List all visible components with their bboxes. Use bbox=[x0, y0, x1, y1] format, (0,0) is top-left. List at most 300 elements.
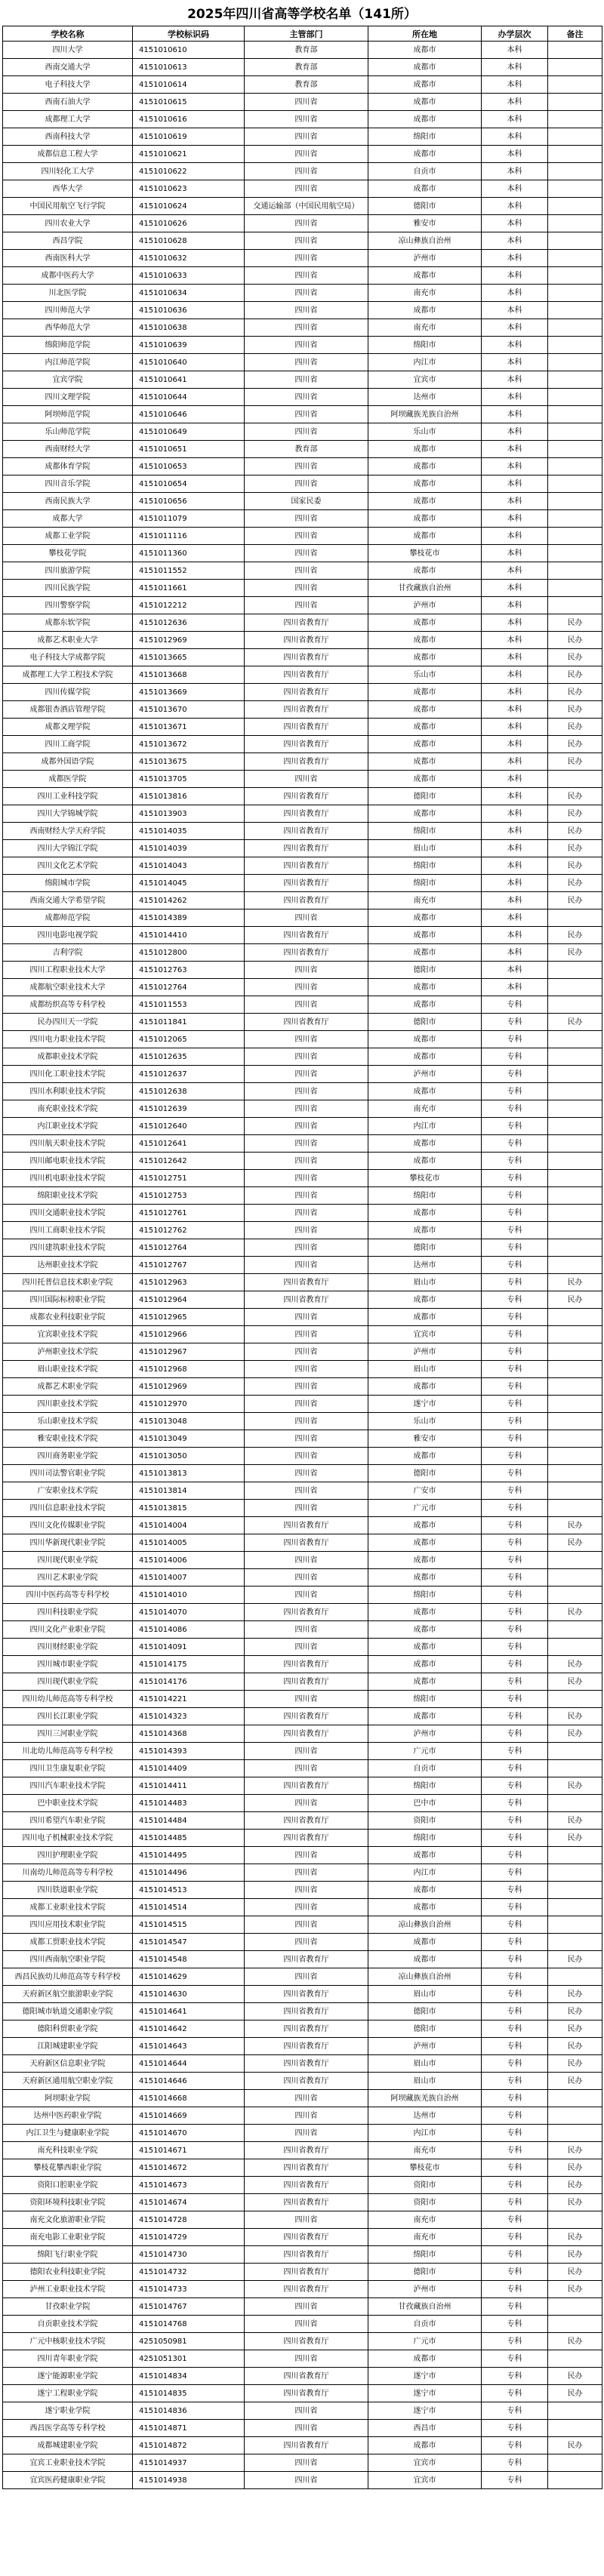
school-list-table bbox=[2, 26, 602, 2489]
cell-location: 成都市 bbox=[368, 475, 482, 493]
cell-level: 本科 bbox=[482, 614, 548, 632]
cell-school-name: 四川城市职业学院 bbox=[3, 1656, 133, 1673]
cell-school-code: 4151012966 bbox=[133, 1326, 245, 1343]
cell-remark: 民办 bbox=[548, 2020, 602, 2038]
cell-authority: 四川省教育厅 bbox=[245, 2142, 368, 2159]
cell-school-code: 4151012751 bbox=[133, 1170, 245, 1187]
cell-school-name: 成都航空职业技术大学 bbox=[3, 979, 133, 996]
cell-level: 本科 bbox=[482, 805, 548, 823]
cell-school-code: 4151014872 bbox=[133, 2437, 245, 2454]
cell-school-name: 四川卫生康复职业学院 bbox=[3, 1760, 133, 1777]
table-row bbox=[3, 371, 602, 389]
cell-location: 成都市 bbox=[368, 979, 482, 996]
cell-school-name: 四川民族学院 bbox=[3, 580, 133, 597]
cell-authority: 四川省 bbox=[245, 1795, 368, 1812]
cell-school-code: 4151014496 bbox=[133, 1864, 245, 1882]
cell-remark: 民办 bbox=[548, 649, 602, 666]
cell-remark bbox=[548, 979, 602, 996]
cell-school-name: 成都理工大学 bbox=[3, 111, 133, 128]
cell-school-code: 4151014495 bbox=[133, 1847, 245, 1864]
cell-level: 本科 bbox=[482, 215, 548, 232]
cell-school-name: 泸州职业技术学院 bbox=[3, 1343, 133, 1361]
cell-remark: 民办 bbox=[548, 1656, 602, 1673]
cell-school-code: 4151014547 bbox=[133, 1934, 245, 1951]
cell-school-name: 四川大学锦城学院 bbox=[3, 805, 133, 823]
cell-authority: 四川省 bbox=[245, 1153, 368, 1170]
cell-school-name: 西华大学 bbox=[3, 180, 133, 198]
cell-school-code: 4151013049 bbox=[133, 1430, 245, 1448]
cell-location: 泸州市 bbox=[368, 2281, 482, 2298]
cell-level: 本科 bbox=[482, 267, 548, 285]
cell-school-code: 4151010633 bbox=[133, 267, 245, 285]
cell-location: 泸州市 bbox=[368, 1343, 482, 1361]
cell-authority: 四川省 bbox=[245, 180, 368, 198]
cell-school-code: 4151014005 bbox=[133, 1534, 245, 1552]
table-row bbox=[3, 59, 602, 76]
table-row bbox=[3, 2229, 602, 2246]
cell-level: 本科 bbox=[482, 545, 548, 562]
cell-remark bbox=[548, 1916, 602, 1934]
cell-authority: 四川省 bbox=[245, 1743, 368, 1760]
table-row bbox=[3, 1951, 602, 1968]
table-row bbox=[3, 2055, 602, 2073]
cell-authority: 四川省 bbox=[245, 510, 368, 528]
cell-school-name: 成都大学 bbox=[3, 510, 133, 528]
cell-school-code: 4151014768 bbox=[133, 2316, 245, 2333]
cell-remark bbox=[548, 59, 602, 76]
cell-location: 内江市 bbox=[368, 1864, 482, 1882]
table-row bbox=[3, 1239, 602, 1257]
cell-school-name: 成都职业技术学院 bbox=[3, 1048, 133, 1066]
cell-level: 本科 bbox=[482, 371, 548, 389]
cell-school-code: 4151012964 bbox=[133, 1291, 245, 1309]
cell-authority: 四川省教育厅 bbox=[245, 1517, 368, 1534]
cell-location: 成都市 bbox=[368, 805, 482, 823]
cell-remark: 民办 bbox=[548, 2281, 602, 2298]
header-school-code: 学校标识码 bbox=[133, 26, 245, 42]
cell-remark bbox=[548, 42, 602, 59]
cell-location: 德阳市 bbox=[368, 2020, 482, 2038]
cell-remark bbox=[548, 1934, 602, 1951]
cell-remark: 民办 bbox=[548, 666, 602, 684]
cell-location: 阿坝藏族羌族自治州 bbox=[368, 2090, 482, 2107]
cell-location: 成都市 bbox=[368, 1534, 482, 1552]
cell-level: 专科 bbox=[482, 1257, 548, 1274]
cell-school-code: 4151014673 bbox=[133, 2177, 245, 2194]
cell-authority: 四川省 bbox=[245, 580, 368, 597]
cell-location: 甘孜藏族自治州 bbox=[368, 580, 482, 597]
table-row bbox=[3, 1986, 602, 2003]
table-row bbox=[3, 1743, 602, 1760]
cell-school-code: 4151012762 bbox=[133, 1222, 245, 1239]
table-row bbox=[3, 2159, 602, 2177]
cell-level: 专科 bbox=[482, 1517, 548, 1534]
cell-level: 本科 bbox=[482, 857, 548, 875]
cell-level: 专科 bbox=[482, 2402, 548, 2420]
cell-location: 成都市 bbox=[368, 1031, 482, 1048]
table-row bbox=[3, 354, 602, 371]
table-row bbox=[3, 2350, 602, 2368]
cell-authority: 四川省教育厅 bbox=[245, 2437, 368, 2454]
cell-school-code: 4151012970 bbox=[133, 1396, 245, 1413]
cell-school-name: 西华师范大学 bbox=[3, 319, 133, 337]
cell-location: 成都市 bbox=[368, 1934, 482, 1951]
cell-level: 本科 bbox=[482, 944, 548, 962]
table-row bbox=[3, 562, 602, 580]
cell-level: 本科 bbox=[482, 840, 548, 857]
cell-level: 本科 bbox=[482, 42, 548, 59]
cell-location: 成都市 bbox=[368, 996, 482, 1014]
cell-location: 成都市 bbox=[368, 1656, 482, 1673]
cell-school-name: 四川航天职业技术学院 bbox=[3, 1135, 133, 1153]
cell-authority: 四川省 bbox=[245, 1899, 368, 1916]
table-row bbox=[3, 1448, 602, 1465]
cell-school-name: 四川轻化工大学 bbox=[3, 163, 133, 180]
cell-authority: 四川省 bbox=[245, 1621, 368, 1639]
cell-authority: 四川省教育厅 bbox=[245, 2194, 368, 2211]
cell-remark bbox=[548, 180, 602, 198]
cell-location: 成都市 bbox=[368, 1309, 482, 1326]
cell-remark: 民办 bbox=[548, 1830, 602, 1847]
cell-school-code: 4151010651 bbox=[133, 441, 245, 458]
table-row bbox=[3, 1378, 602, 1396]
cell-location: 泸州市 bbox=[368, 597, 482, 614]
cell-level: 专科 bbox=[482, 1743, 548, 1760]
cell-school-name: 眉山职业技术学院 bbox=[3, 1361, 133, 1378]
cell-authority: 四川省教育厅 bbox=[245, 892, 368, 909]
cell-location: 绵阳市 bbox=[368, 2246, 482, 2264]
cell-remark bbox=[548, 2125, 602, 2142]
cell-location: 成都市 bbox=[368, 42, 482, 59]
cell-location: 成都市 bbox=[368, 59, 482, 76]
cell-authority: 四川省教育厅 bbox=[245, 2020, 368, 2038]
cell-authority: 四川省 bbox=[245, 1396, 368, 1413]
cell-location: 绵阳市 bbox=[368, 1691, 482, 1708]
cell-remark: 民办 bbox=[548, 701, 602, 719]
cell-school-code: 4151014485 bbox=[133, 1830, 245, 1847]
cell-school-name: 西昌学院 bbox=[3, 232, 133, 250]
cell-remark: 民办 bbox=[548, 857, 602, 875]
cell-authority: 四川省教育厅 bbox=[245, 823, 368, 840]
cell-school-name: 成都银杏酒店管理学院 bbox=[3, 701, 133, 719]
cell-school-name: 四川化工职业技术学院 bbox=[3, 1066, 133, 1083]
cell-school-name: 成都农业科技职业学院 bbox=[3, 1309, 133, 1326]
cell-school-code: 4151010628 bbox=[133, 232, 245, 250]
cell-school-name: 四川华新现代职业学院 bbox=[3, 1534, 133, 1552]
cell-remark bbox=[548, 1118, 602, 1135]
cell-level: 专科 bbox=[482, 1274, 548, 1291]
cell-remark bbox=[548, 319, 602, 337]
cell-school-code: 4151014669 bbox=[133, 2107, 245, 2125]
cell-location: 乐山市 bbox=[368, 666, 482, 684]
cell-school-code: 4151012763 bbox=[133, 962, 245, 979]
cell-school-code: 4151014642 bbox=[133, 2020, 245, 2038]
table-row bbox=[3, 1673, 602, 1691]
cell-remark bbox=[548, 475, 602, 493]
cell-authority: 四川省 bbox=[245, 1031, 368, 1048]
cell-level: 本科 bbox=[482, 146, 548, 163]
table-row bbox=[3, 2281, 602, 2298]
table-row bbox=[3, 1760, 602, 1777]
cell-school-code: 4151014668 bbox=[133, 2090, 245, 2107]
table-row bbox=[3, 2211, 602, 2229]
cell-school-code: 4151014393 bbox=[133, 1743, 245, 1760]
cell-authority: 四川省 bbox=[245, 562, 368, 580]
cell-remark bbox=[548, 1170, 602, 1187]
cell-school-code: 4151014411 bbox=[133, 1777, 245, 1795]
cell-school-code: 4151014836 bbox=[133, 2402, 245, 2420]
cell-school-name: 成都师范学院 bbox=[3, 909, 133, 927]
cell-school-name: 成都艺术职业大学 bbox=[3, 632, 133, 649]
table-row bbox=[3, 1916, 602, 1934]
cell-level: 专科 bbox=[482, 2159, 548, 2177]
cell-school-name: 四川青年职业学院 bbox=[3, 2350, 133, 2368]
cell-authority: 四川省教育厅 bbox=[245, 2385, 368, 2402]
cell-school-name: 四川现代职业学院 bbox=[3, 1552, 133, 1569]
cell-level: 专科 bbox=[482, 2264, 548, 2281]
cell-authority: 四川省教育厅 bbox=[245, 875, 368, 892]
cell-location: 广元市 bbox=[368, 1500, 482, 1517]
table-row bbox=[3, 1205, 602, 1222]
cell-school-code: 4151014728 bbox=[133, 2211, 245, 2229]
cell-level: 专科 bbox=[482, 2454, 548, 2472]
cell-school-name: 四川交通职业技术学院 bbox=[3, 1205, 133, 1222]
cell-remark bbox=[548, 2298, 602, 2316]
cell-school-name: 四川中医药高等专科学校 bbox=[3, 1587, 133, 1604]
cell-level: 本科 bbox=[482, 684, 548, 701]
cell-remark: 民办 bbox=[548, 1951, 602, 1968]
cell-location: 攀枝花市 bbox=[368, 1170, 482, 1187]
cell-location: 南充市 bbox=[368, 2229, 482, 2246]
cell-authority: 四川省教育厅 bbox=[245, 2246, 368, 2264]
cell-authority: 四川省 bbox=[245, 1222, 368, 1239]
cell-remark bbox=[548, 1396, 602, 1413]
cell-remark bbox=[548, 337, 602, 354]
cell-school-name: 成都工贸职业技术学院 bbox=[3, 1934, 133, 1951]
cell-school-code: 4151014643 bbox=[133, 2038, 245, 2055]
cell-remark bbox=[548, 1066, 602, 1083]
table-row bbox=[3, 1725, 602, 1743]
cell-school-code: 4151012800 bbox=[133, 944, 245, 962]
cell-school-code: 4151012963 bbox=[133, 1274, 245, 1291]
cell-school-name: 电子科技大学成都学院 bbox=[3, 649, 133, 666]
cell-school-code: 4151010610 bbox=[133, 42, 245, 59]
table-row bbox=[3, 1187, 602, 1205]
cell-level: 本科 bbox=[482, 597, 548, 614]
cell-remark: 民办 bbox=[548, 944, 602, 962]
cell-remark bbox=[548, 1239, 602, 1257]
table-row bbox=[3, 2402, 602, 2420]
table-row bbox=[3, 684, 602, 701]
cell-school-code: 4151014671 bbox=[133, 2142, 245, 2159]
cell-location: 成都市 bbox=[368, 1951, 482, 1968]
cell-remark bbox=[548, 1031, 602, 1048]
cell-remark bbox=[548, 250, 602, 267]
cell-school-code: 4151012640 bbox=[133, 1118, 245, 1135]
cell-school-code: 4151010636 bbox=[133, 302, 245, 319]
cell-location: 凉山彝族自治州 bbox=[368, 1916, 482, 1934]
table-row bbox=[3, 1639, 602, 1656]
cell-level: 本科 bbox=[482, 458, 548, 475]
cell-remark: 民办 bbox=[548, 1708, 602, 1725]
cell-location: 泸州市 bbox=[368, 1066, 482, 1083]
cell-location: 资阳市 bbox=[368, 2194, 482, 2211]
cell-remark bbox=[548, 2090, 602, 2107]
table-row bbox=[3, 1309, 602, 1326]
cell-authority: 四川省教育厅 bbox=[245, 1656, 368, 1673]
cell-school-code: 4151014410 bbox=[133, 927, 245, 944]
cell-level: 本科 bbox=[482, 198, 548, 215]
cell-school-code: 4151014323 bbox=[133, 1708, 245, 1725]
cell-school-name: 天府新区信息职业学院 bbox=[3, 2055, 133, 2073]
cell-location: 成都市 bbox=[368, 493, 482, 510]
cell-location: 德阳市 bbox=[368, 1239, 482, 1257]
table-row bbox=[3, 771, 602, 788]
cell-school-code: 4151014514 bbox=[133, 1899, 245, 1916]
cell-school-name: 资阳口腔职业学院 bbox=[3, 2177, 133, 2194]
cell-authority: 四川省教育厅 bbox=[245, 2264, 368, 2281]
cell-school-code: 4151014646 bbox=[133, 2073, 245, 2090]
cell-remark bbox=[548, 1343, 602, 1361]
table-row bbox=[3, 215, 602, 232]
cell-school-name: 四川幼儿师范高等专科学校 bbox=[3, 1691, 133, 1708]
cell-location: 绵阳市 bbox=[368, 128, 482, 146]
table-row bbox=[3, 996, 602, 1014]
cell-location: 成都市 bbox=[368, 649, 482, 666]
cell-remark bbox=[548, 580, 602, 597]
cell-location: 成都市 bbox=[368, 1083, 482, 1100]
cell-school-name: 四川工商学院 bbox=[3, 736, 133, 753]
cell-school-name: 四川护理职业学院 bbox=[3, 1847, 133, 1864]
cell-authority: 四川省 bbox=[245, 163, 368, 180]
table-row bbox=[3, 892, 602, 909]
cell-school-name: 雅安职业技术学院 bbox=[3, 1430, 133, 1448]
cell-location: 南充市 bbox=[368, 2142, 482, 2159]
cell-remark bbox=[548, 215, 602, 232]
cell-location: 德阳市 bbox=[368, 1014, 482, 1031]
cell-school-code: 4151014409 bbox=[133, 1760, 245, 1777]
cell-location: 眉山市 bbox=[368, 1274, 482, 1291]
table-row bbox=[3, 180, 602, 198]
cell-remark bbox=[548, 1048, 602, 1066]
cell-authority: 四川省 bbox=[245, 1205, 368, 1222]
cell-remark bbox=[548, 996, 602, 1014]
cell-level: 专科 bbox=[482, 1708, 548, 1725]
cell-level: 本科 bbox=[482, 441, 548, 458]
cell-authority: 四川省 bbox=[245, 1569, 368, 1587]
cell-school-name: 甘孜职业学院 bbox=[3, 2298, 133, 2316]
table-row bbox=[3, 1048, 602, 1066]
cell-location: 眉山市 bbox=[368, 2073, 482, 2090]
cell-authority: 四川省教育厅 bbox=[245, 1777, 368, 1795]
cell-level: 专科 bbox=[482, 1656, 548, 1673]
cell-level: 专科 bbox=[482, 2194, 548, 2211]
cell-location: 眉山市 bbox=[368, 2055, 482, 2073]
cell-remark: 民办 bbox=[548, 805, 602, 823]
cell-location: 遂宁市 bbox=[368, 2402, 482, 2420]
cell-location: 成都市 bbox=[368, 632, 482, 649]
cell-level: 专科 bbox=[482, 1569, 548, 1587]
cell-level: 本科 bbox=[482, 493, 548, 510]
cell-location: 遂宁市 bbox=[368, 1396, 482, 1413]
cell-authority: 四川省 bbox=[245, 771, 368, 788]
cell-authority: 四川省教育厅 bbox=[245, 2038, 368, 2055]
cell-school-code: 4151014730 bbox=[133, 2246, 245, 2264]
cell-authority: 四川省 bbox=[245, 1552, 368, 1569]
cell-location: 成都市 bbox=[368, 510, 482, 528]
cell-authority: 四川省 bbox=[245, 1500, 368, 1517]
table-row bbox=[3, 666, 602, 684]
cell-school-code: 4151014644 bbox=[133, 2055, 245, 2073]
cell-remark bbox=[548, 1899, 602, 1916]
cell-school-code: 4151010622 bbox=[133, 163, 245, 180]
cell-authority: 四川省 bbox=[245, 1309, 368, 1326]
cell-authority: 四川省教育厅 bbox=[245, 2003, 368, 2020]
cell-location: 成都市 bbox=[368, 1604, 482, 1621]
cell-school-name: 四川建筑职业技术学院 bbox=[3, 1239, 133, 1257]
cell-location: 成都市 bbox=[368, 944, 482, 962]
cell-remark: 民办 bbox=[548, 1673, 602, 1691]
cell-authority: 四川省 bbox=[245, 1465, 368, 1482]
cell-level: 专科 bbox=[482, 2073, 548, 2090]
cell-authority: 四川省 bbox=[245, 1847, 368, 1864]
table-header-row bbox=[3, 26, 602, 42]
cell-remark bbox=[548, 302, 602, 319]
cell-level: 专科 bbox=[482, 2003, 548, 2020]
cell-authority: 四川省 bbox=[245, 1448, 368, 1465]
cell-school-code: 4151013815 bbox=[133, 1500, 245, 1517]
cell-authority: 四川省 bbox=[245, 232, 368, 250]
cell-school-code: 4151012767 bbox=[133, 1257, 245, 1274]
cell-location: 成都市 bbox=[368, 771, 482, 788]
cell-location: 成都市 bbox=[368, 441, 482, 458]
table-row bbox=[3, 146, 602, 163]
cell-level: 本科 bbox=[482, 389, 548, 406]
table-row bbox=[3, 94, 602, 111]
cell-location: 广元市 bbox=[368, 1743, 482, 1760]
cell-school-name: 成都体育学院 bbox=[3, 458, 133, 475]
cell-authority: 四川省 bbox=[245, 1934, 368, 1951]
cell-school-code: 4151014007 bbox=[133, 1569, 245, 1587]
cell-authority: 四川省 bbox=[245, 909, 368, 927]
cell-location: 德阳市 bbox=[368, 2003, 482, 2020]
cell-remark: 民办 bbox=[548, 2246, 602, 2264]
cell-school-name: 绵阳师范学院 bbox=[3, 337, 133, 354]
cell-location: 成都市 bbox=[368, 1291, 482, 1309]
cell-authority: 四川省教育厅 bbox=[245, 1708, 368, 1725]
cell-school-code: 4151013050 bbox=[133, 1448, 245, 1465]
cell-authority: 四川省 bbox=[245, 2350, 368, 2368]
cell-school-name: 攀枝花攀西职业学院 bbox=[3, 2159, 133, 2177]
table-row bbox=[3, 1934, 602, 1951]
cell-authority: 四川省 bbox=[245, 2125, 368, 2142]
cell-school-code: 4151010646 bbox=[133, 406, 245, 423]
cell-remark bbox=[548, 1968, 602, 1986]
cell-authority: 四川省 bbox=[245, 423, 368, 441]
cell-remark: 民办 bbox=[548, 2142, 602, 2159]
cell-level: 专科 bbox=[482, 2177, 548, 2194]
cell-level: 专科 bbox=[482, 1153, 548, 1170]
table-row bbox=[3, 1795, 602, 1812]
cell-location: 成都市 bbox=[368, 701, 482, 719]
cell-authority: 四川省教育厅 bbox=[245, 1014, 368, 1031]
cell-level: 本科 bbox=[482, 128, 548, 146]
cell-school-code: 4151010639 bbox=[133, 337, 245, 354]
cell-authority: 四川省 bbox=[245, 1864, 368, 1882]
cell-remark bbox=[548, 389, 602, 406]
cell-school-code: 4151014630 bbox=[133, 1986, 245, 2003]
cell-location: 绵阳市 bbox=[368, 875, 482, 892]
